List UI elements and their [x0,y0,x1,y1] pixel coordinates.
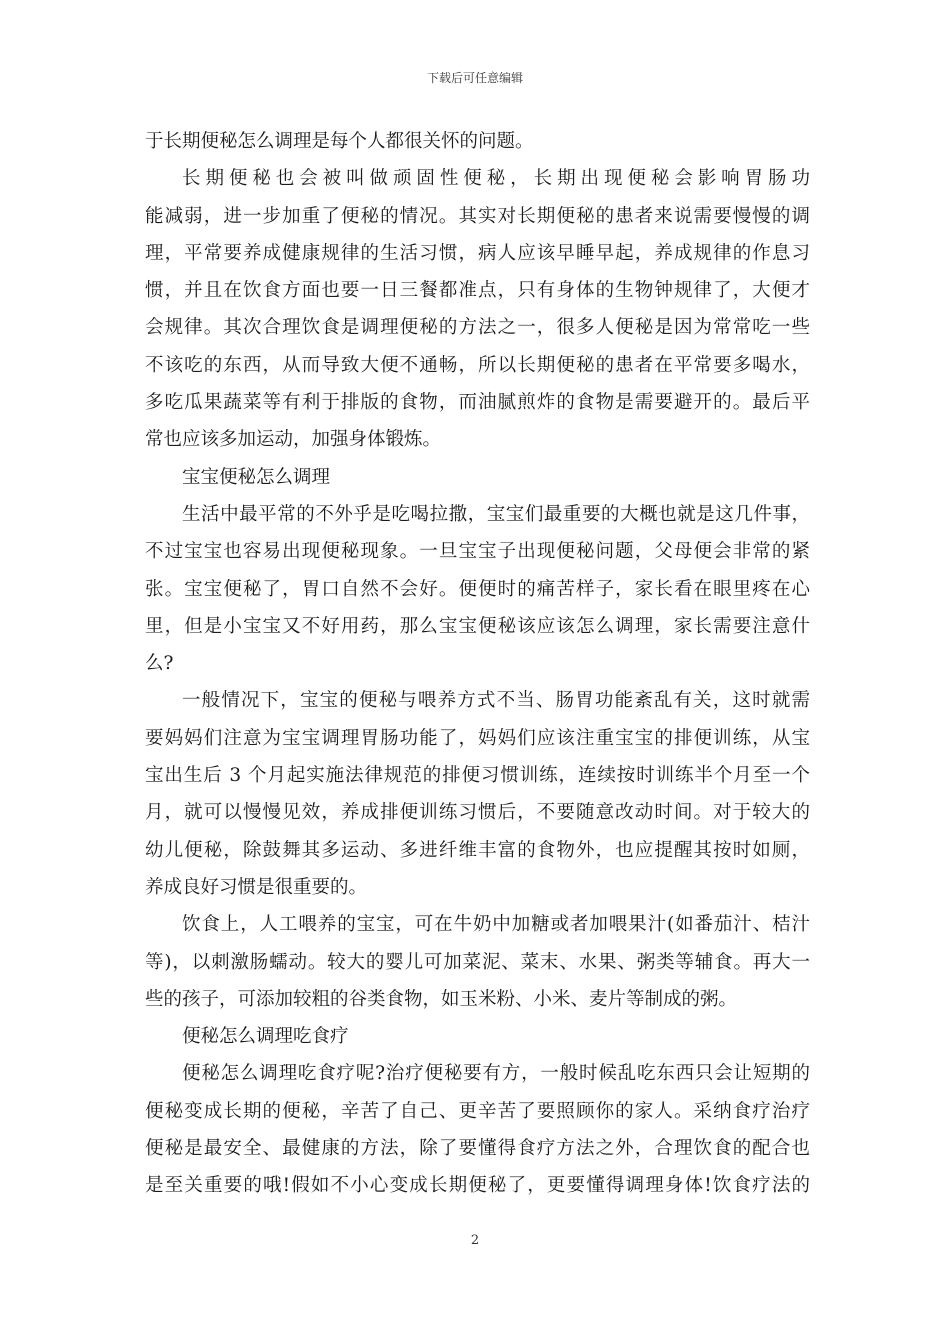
text-line: 张。宝宝便秘了，胃口自然不会好。便便时的痛苦样子，家长看在眼里疼在心 [145,578,810,600]
text-line: 不过宝宝也容易出现便秘现象。一旦宝宝子出现便秘问题，父母便会非常的紧 [145,541,810,563]
text-line: 一般情况下，宝宝的便秘与喂养方式不当、肠胃功能紊乱有关，这时就需 [182,690,810,712]
text-line: 常也应该多加运动，加强身体锻炼。 [145,429,442,451]
text-line: 宝出生后 3 个月起实施法律规范的排便习惯训练，连续按时训练半个月至一个 [145,765,810,787]
page-header: 下载后可任意编辑 [426,71,523,85]
text-line: 便秘怎么调理吃食疗呢?治疗便秘要有方，一般时候乱吃东西只会让短期的 [182,1063,810,1085]
page-number: 2 [470,1233,480,1248]
text-line: 于长期便秘怎么调理是每个人都很关怀的问题。 [145,131,534,152]
text-line: 便秘变成长期的便秘，辛苦了自己、更辛苦了要照顾你的家人。采纳食疗治疗 [145,1100,810,1122]
document-body [145,123,810,1205]
text-line: 会规律。其次合理饮食是调理便秘的方法之一，很多人便秘是因为常常吃一些 [145,317,810,339]
text-line: 里，但是小宝宝又不好用药，那么宝宝便秘该应该怎么调理，家长需要注意什 [145,615,810,637]
text-line: 便秘怎么调理吃食疗 [182,1026,349,1048]
text-line: 些的孩子，可添加较粗的谷类食物，如玉米粉、小米、麦片等制成的粥。 [145,988,738,1010]
text-line: 养成良好习惯是很重要的。 [145,876,368,898]
text-line: 多吃瓜果蔬菜等有利于排版的食物，而油腻煎炸的食物是需要避开的。最后平 [145,392,810,414]
text-line: 能减弱，进一步加重了便秘的情况。其实对长期便秘的患者来说需要慢慢的调 [145,205,810,227]
text-line: 幼儿便秘，除鼓舞其多运动、多进纤维丰富的食物外，也应提醒其按时如厕， [145,839,810,861]
text-line: 宝宝便秘怎么调理 [182,466,331,488]
text-line: 饮食上，人工喂养的宝宝，可在牛奶中加糖或者加喂果汁(如番茄汁、桔汁 [182,914,810,936]
text-line: 惯，并且在饮食方面也要一日三餐都准点，只有身体的生物钟规律了，大便才 [145,280,810,302]
text-line: 等)，以刺激肠蠕动。较大的婴儿可加菜泥、菜末、水果、粥类等辅食。再大一 [145,951,810,973]
text-line: 便秘是最安全、最健康的方法，除了要懂得食疗方法之外，合理饮食的配合也 [145,1138,810,1160]
text-line: 是至关重要的哦!假如不小心变成长期便秘了，更要懂得调理身体!饮食疗法的 [145,1175,810,1197]
text-line: 月，就可以慢慢见效，养成排便训练习惯后，不要随意改动时间。对于较大的 [145,802,810,824]
text-line: 么? [145,653,174,675]
text-line: 不该吃的东西，从而导致大便不通畅，所以长期便秘的患者在平常要多喝水， [145,354,810,376]
text-line: 长期便秘也会被叫做顽固性便秘，长期出现便秘会影响胃肠功 [182,168,810,190]
text-line: 要妈妈们注意为宝宝调理胃肠功能了，妈妈们应该注重宝宝的排便训练，从宝 [145,727,810,749]
text-line: 生活中最平常的不外乎是吃喝拉撒，宝宝们最重要的大概也就是这几件事， [182,503,810,525]
text-line: 理，平常要养成健康规律的生活习惯，病人应该早睡早起，养成规律的作息习 [145,242,810,264]
